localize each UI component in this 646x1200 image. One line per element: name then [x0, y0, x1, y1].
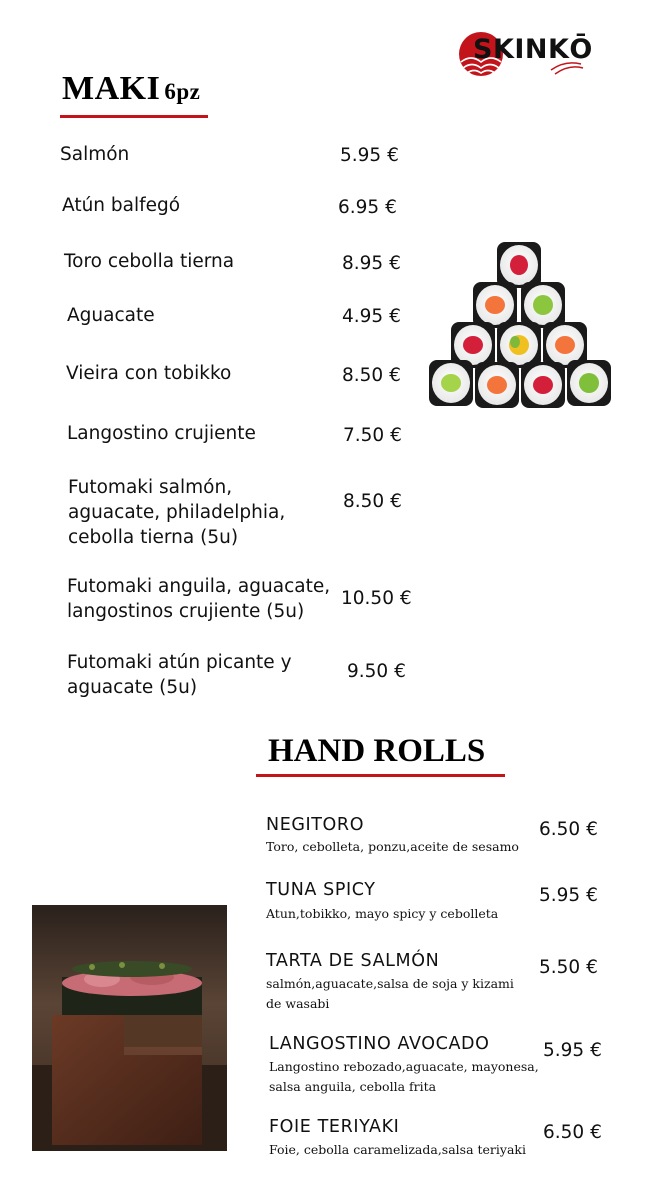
hand-roll-item-name: TUNA SPICY — [266, 880, 376, 900]
maki-item — [60, 142, 129, 167]
maki-item-name: Futomaki anguila, aguacate, — [67, 576, 331, 597]
maki-item-name-line2: langostinos crujiente (5u) — [67, 601, 305, 622]
maki-item-price: 4.95 € — [342, 306, 401, 327]
maki-item-price: 8.95 € — [342, 253, 401, 274]
hand-roll-item-price: 5.50 € — [539, 957, 598, 978]
hand-roll-item-price: 5.95 € — [539, 885, 598, 906]
hand-roll-item-description: Langostino rebozado,aguacate, mayonesa, — [269, 1059, 539, 1074]
hand-roll-item-price: 6.50 € — [539, 819, 598, 840]
maki-item-name-line3: cebolla tierna (5u) — [68, 527, 239, 548]
maki-item — [62, 193, 180, 218]
hand-roll-item-price: 5.95 € — [543, 1040, 602, 1061]
maki-item-name: Salmón — [60, 144, 130, 165]
maki-section-title — [62, 70, 200, 108]
maki-item-name-line2: aguacate (5u) — [67, 677, 198, 698]
hand-roll-item-description: salmón,aguacate,salsa de soja y kizami — [266, 976, 514, 991]
maki-item-name: Aguacate — [67, 305, 155, 326]
maki-item — [67, 303, 155, 328]
maki-title-underline — [60, 115, 208, 118]
hand-roll-item-name: FOIE TERIYAKI — [269, 1117, 400, 1137]
hand-roll-item-description: Atun,tobikko, mayo spicy y cebolleta — [266, 906, 499, 921]
maki-item-name: Vieira con tobikko — [66, 363, 232, 384]
maki-title-text: MAKI — [62, 70, 161, 107]
maki-item-name: Langostino crujiente — [67, 423, 256, 444]
maki-item-name: Toro cebolla tierna — [64, 251, 235, 272]
maki-item-name: Futomaki salmón, — [68, 477, 233, 498]
maki-item — [64, 249, 234, 274]
maki-item — [67, 574, 330, 624]
hand-roll-item-name: TARTA DE SALMÓN — [266, 951, 440, 971]
hand-roll-item-price: 6.50 € — [543, 1122, 602, 1143]
maki-item-name-line2: aguacate, philadelphia, — [68, 502, 286, 523]
hand-roll-item-description: Foie, cebolla caramelizada,salsa teriyaki — [269, 1142, 526, 1157]
maki-item — [67, 421, 256, 446]
maki-item-price: 8.50 € — [343, 491, 402, 512]
maki-item-price: 5.95 € — [340, 145, 399, 166]
maki-item — [66, 361, 231, 386]
maki-item-price: 6.95 € — [338, 197, 397, 218]
hand-rolls-section-title: HAND ROLLS — [268, 733, 486, 769]
maki-item-name: Futomaki atún picante y — [67, 652, 292, 673]
maki-subtitle: 6pz — [164, 79, 201, 104]
hand-roll-item-name: NEGITORO — [266, 815, 365, 835]
maki-item-price: 7.50 € — [343, 425, 402, 446]
brand-logo — [455, 18, 595, 88]
maki-item-price: 9.50 € — [347, 661, 406, 682]
hand-roll-item-description: Toro, cebolleta, ponzu,aceite de sesamo — [266, 839, 519, 854]
hand-roll-item-name: LANGOSTINO AVOCADO — [269, 1034, 490, 1054]
maki-item-price: 10.50 € — [341, 588, 412, 609]
sushi-pyramid-image — [425, 230, 620, 415]
svg-text:SKINKŌ: SKINKŌ — [473, 34, 593, 65]
hand-roll-photo — [32, 905, 227, 1151]
maki-item — [68, 475, 285, 550]
maki-item — [67, 650, 292, 700]
hand-rolls-title-underline — [256, 774, 505, 777]
maki-item-name: Atún balfegó — [62, 195, 181, 216]
hand-roll-item-description-line2: salsa anguila, cebolla frita — [269, 1079, 437, 1094]
hand-roll-item-description-line2: de wasabi — [266, 996, 330, 1011]
maki-item-price: 8.50 € — [342, 365, 401, 386]
